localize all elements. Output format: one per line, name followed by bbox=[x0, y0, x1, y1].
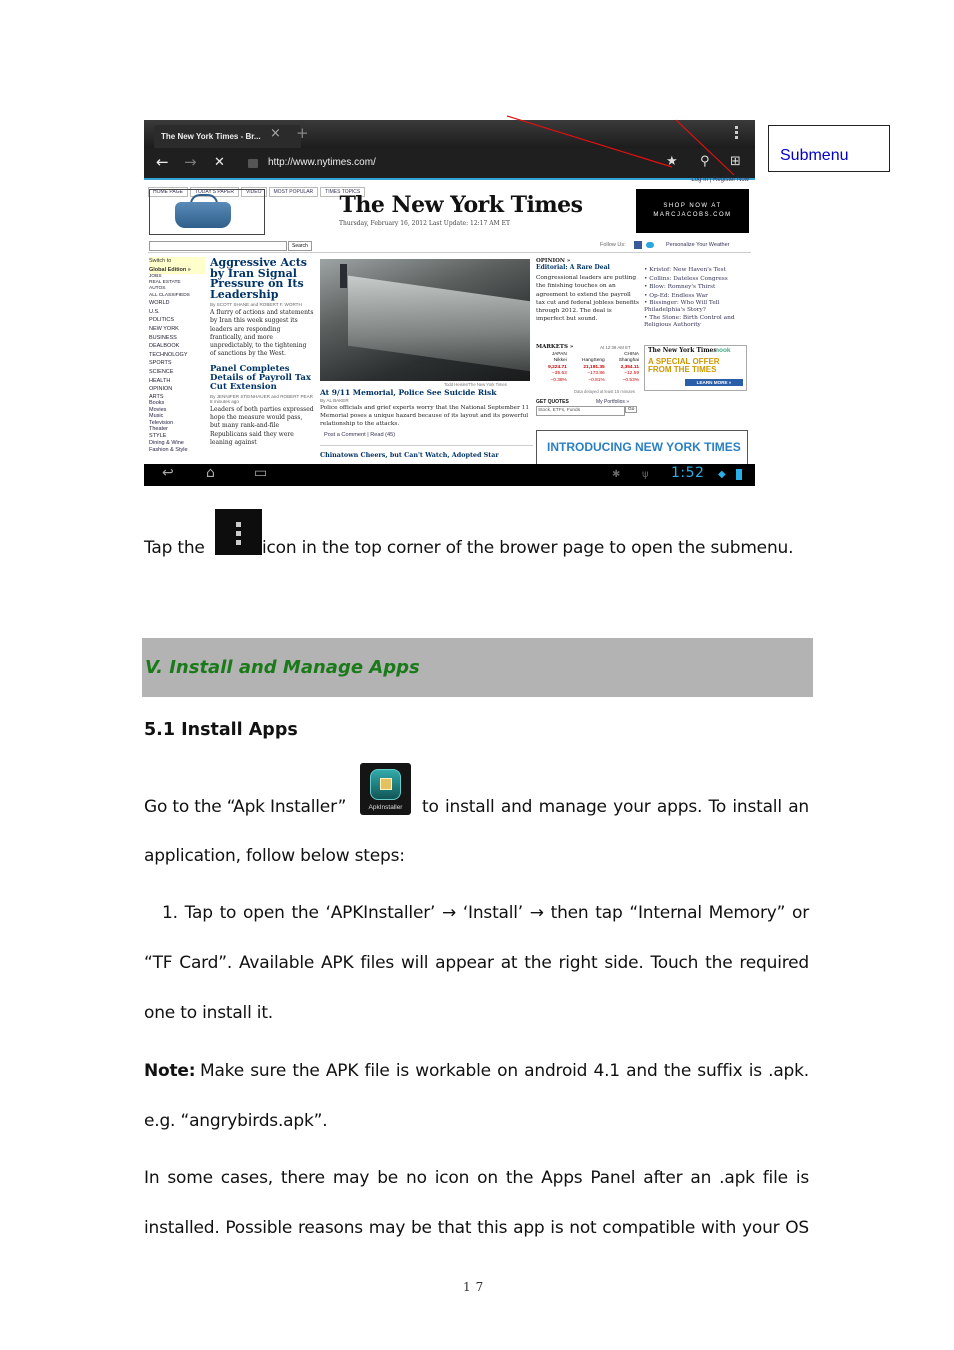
stop-icon[interactable]: ✕ bbox=[214, 155, 225, 170]
markets-delay-note: Data delayed at least 15 minutes bbox=[574, 389, 635, 394]
my-portfolios-link[interactable]: My Portfolios » bbox=[596, 399, 630, 405]
goto-text-before: Go to the “Apk Installer” bbox=[144, 797, 347, 817]
search-icon[interactable]: ⚲ bbox=[700, 154, 710, 169]
opinion-link[interactable]: • Blow: Romney's Thirst bbox=[644, 284, 716, 290]
lead-headline[interactable]: Aggressive Acts by Iran Signal Pressure on Its Leadership bbox=[210, 256, 308, 301]
left-section-nav bbox=[149, 257, 205, 453]
nav-subsection[interactable]: Theater bbox=[149, 426, 168, 433]
apk-installer-label: ApkInstaller bbox=[368, 804, 403, 811]
home-nav-icon[interactable]: ⌂ bbox=[206, 465, 215, 481]
switch-to-label: Switch to bbox=[149, 257, 205, 266]
markets-time: At 12:39 AM ET bbox=[600, 345, 631, 350]
forward-icon[interactable]: → bbox=[184, 153, 197, 171]
close-tab-icon[interactable]: × bbox=[270, 126, 281, 141]
opinion-label[interactable]: OPINION » bbox=[536, 258, 571, 264]
nav-classified[interactable]: JOBS bbox=[149, 274, 162, 280]
tab-home-page[interactable]: HOME PAGE bbox=[148, 187, 188, 197]
section-title: V. Install and Manage Apps bbox=[145, 657, 420, 678]
market-value: 2,354.11 bbox=[620, 364, 639, 370]
nav-section[interactable]: TECHNOLOGY bbox=[149, 351, 188, 358]
case-line-2: installed. Possible reasons may be that this app is not compatible with your OS bbox=[144, 1218, 809, 1238]
status-clock: 1:52 bbox=[671, 465, 705, 481]
nav-classified[interactable]: REAL ESTATE bbox=[149, 280, 181, 286]
market-index[interactable]: Shanghai bbox=[618, 358, 639, 364]
nav-section[interactable]: BUSINESS bbox=[149, 334, 177, 341]
market-percent: −0.53% bbox=[622, 377, 639, 383]
subsection-title: 5.1 Install Apps bbox=[144, 720, 298, 740]
nav-subsection[interactable]: Fashion & Style bbox=[149, 446, 188, 453]
market-percent: −0.38% bbox=[550, 377, 567, 383]
global-edition-link[interactable]: Global Edition » bbox=[149, 266, 205, 275]
editorial-summary: Congressional leaders are putting the finishing touches on an agreement to extend the payroll tax cut and federal jobless benefits through 2012. The deal is imperfect but sound. bbox=[536, 275, 639, 323]
site-search-button[interactable]: Search bbox=[288, 241, 312, 251]
nav-subsection[interactable]: Music bbox=[149, 413, 164, 420]
twitter-icon[interactable] bbox=[646, 242, 654, 248]
market-region: CHINA bbox=[624, 352, 639, 357]
tab-todays-paper[interactable]: TODAY'S PAPER bbox=[190, 187, 239, 197]
memorial-byline: By AL BAKER bbox=[320, 398, 349, 403]
divider bbox=[320, 445, 533, 446]
second-summary: Leaders of both parties expressed hope the measure would pass, but many rank-and-file Republicans said they were leaning against bbox=[210, 405, 314, 446]
market-value: 9,224.71 bbox=[548, 364, 567, 370]
tap-instruction-after: icon in the top corner of the brower page to open the submenu. bbox=[262, 538, 794, 558]
quote-search-input[interactable]: Stock, ETFs, Funds bbox=[536, 406, 625, 416]
tab-video[interactable]: VIDEO bbox=[241, 187, 267, 197]
memorial-summary: Police officials and grief experts worry that the National September 11 Memorial poses a unique hazard because of its layout and its powerful relationship to the attacks. bbox=[320, 405, 530, 427]
note-label: Note: bbox=[144, 1061, 196, 1081]
usb-icon: ψ bbox=[642, 469, 649, 480]
submenu-callout bbox=[768, 125, 890, 172]
apk-installer-tile bbox=[370, 769, 401, 800]
android-debug-icon: ✱ bbox=[612, 469, 621, 480]
nytimes-page bbox=[144, 177, 755, 464]
ad-line: MARCJACOBS.COM bbox=[653, 212, 732, 218]
opinion-links bbox=[644, 266, 750, 329]
step1-line-3: one to install it. bbox=[144, 1003, 273, 1023]
browser-tab[interactable]: The New York Times - Br... bbox=[154, 125, 301, 148]
recents-nav-icon[interactable]: ▭ bbox=[254, 465, 268, 481]
lead-byline: By SCOTT SHANE and ROBERT F. WORTH bbox=[210, 302, 302, 307]
site-search-input[interactable] bbox=[149, 241, 287, 251]
bookmark-star-icon[interactable]: ★ bbox=[666, 154, 678, 169]
markets-table bbox=[536, 352, 640, 384]
case-line-1: In some cases, there may be no icon on the Apps Panel after an .apk file is bbox=[144, 1168, 809, 1188]
get-quotes-label: GET QUOTES bbox=[536, 399, 569, 405]
learn-more-button[interactable]: LEARN MORE » bbox=[685, 379, 743, 386]
apk-package-icon bbox=[380, 778, 392, 790]
login-links[interactable]: Log In | Register Now bbox=[691, 177, 749, 183]
submenu-callout-label: Submenu bbox=[780, 147, 849, 164]
nav-subsection[interactable]: Dining & Wine bbox=[149, 440, 184, 447]
android-system-bar bbox=[144, 464, 755, 486]
nav-section[interactable]: WORLD bbox=[149, 300, 170, 307]
facebook-icon[interactable] bbox=[634, 241, 642, 249]
comment-link[interactable]: Post a Comment | Read (45) bbox=[324, 432, 396, 438]
nav-section[interactable]: STYLE bbox=[149, 432, 167, 439]
market-value: 21,191.35 bbox=[583, 364, 605, 370]
handbag-illustration bbox=[175, 202, 231, 228]
nav-section[interactable]: POLITICS bbox=[149, 317, 175, 324]
apk-installer-icon bbox=[360, 763, 411, 815]
nav-section[interactable]: NEW YORK bbox=[149, 325, 179, 332]
nav-section[interactable]: OPINION bbox=[149, 386, 173, 393]
nav-section[interactable]: ARTS bbox=[149, 393, 164, 400]
nav-section[interactable]: SCIENCE bbox=[149, 368, 174, 375]
nav-classified[interactable]: ALL CLASSIFIEDS bbox=[149, 293, 190, 299]
opinion-link[interactable]: • Op-Ed: Endless War bbox=[644, 292, 708, 299]
opinion-link[interactable]: • Bissinger: Who Will Tell Philadelphia's Story? bbox=[644, 300, 720, 313]
tap-instruction-before: Tap the bbox=[144, 538, 205, 558]
nav-subsection[interactable]: Movies bbox=[149, 406, 167, 413]
wifi-icon: ◆ bbox=[718, 469, 726, 480]
new-tab-icon[interactable]: + bbox=[296, 124, 309, 142]
photo-pool-edge bbox=[348, 276, 530, 373]
page-number: 17 bbox=[463, 1280, 489, 1294]
section-header bbox=[142, 638, 813, 697]
nav-classified[interactable]: AUTOS bbox=[149, 286, 166, 292]
step1-line-2: “TF Card”. Available APK files will appear at the right side. Touch the required bbox=[144, 953, 809, 973]
market-region: JAPAN bbox=[551, 352, 567, 357]
nav-section[interactable]: DEALBOOK bbox=[149, 343, 180, 350]
market-change: −173.86 bbox=[587, 371, 605, 377]
opinion-link[interactable]: • The Stone: Birth Control and Religious Authority bbox=[644, 315, 735, 328]
market-change: −35.63 bbox=[551, 371, 567, 377]
market-index[interactable]: Nikkei bbox=[553, 358, 567, 364]
memorial-headline[interactable]: At 9/11 Memorial, Police See Suicide Risk bbox=[320, 388, 497, 397]
lead-summary: A flurry of actions and statements by Iran this week suggest its leaders are responding frantically, and more unpredictably, to the tightening of sanctions by the West. bbox=[210, 309, 314, 358]
follow-us-label: Follow Us: bbox=[600, 242, 626, 248]
step1-line-1: 1. Tap to open the ‘APKInstaller’ → ‘Install’ → then tap “Internal Memory” or bbox=[162, 903, 809, 923]
second-headline[interactable]: Panel Completes Details of Payroll Tax Cut Extension bbox=[210, 363, 311, 392]
editorial-title[interactable]: Editorial: A Rare Deal bbox=[536, 264, 610, 271]
opinion-link[interactable]: • Collins: Dateless Congress bbox=[644, 275, 728, 282]
photo-figure bbox=[340, 264, 347, 288]
tab-most-popular[interactable]: MOST POPULAR bbox=[269, 187, 319, 197]
nav-subsection[interactable]: Books bbox=[149, 400, 165, 407]
url-field[interactable]: http://www.nytimes.com/ bbox=[268, 157, 376, 168]
masthead-logo[interactable]: The New York Times bbox=[339, 192, 583, 218]
markets-label[interactable]: MARKETS » bbox=[536, 344, 574, 350]
ad-line: SHOP NOW AT bbox=[663, 203, 722, 209]
quote-go-button[interactable]: Go bbox=[625, 406, 637, 413]
dateline: Thursday, February 16, 2012 Last Update: 12:17 AM ET bbox=[339, 220, 510, 227]
battery-icon bbox=[736, 469, 742, 480]
goto-text-after: to install and manage your apps. To install an bbox=[422, 797, 809, 817]
chinatown-headline[interactable]: Chinatown Cheers, but Can't Watch, Adopted Star bbox=[320, 451, 499, 459]
note-line-1: Make sure the APK file is workable on android 4.1 and the suffix is .apk. bbox=[200, 1061, 809, 1081]
offer-nook-logo: nook bbox=[715, 347, 731, 354]
arrow-line bbox=[507, 116, 672, 167]
offer-text: A SPECIAL OFFER FROM THE TIMES bbox=[648, 357, 720, 374]
memorial-photo[interactable] bbox=[320, 259, 530, 381]
top-news-column bbox=[210, 258, 314, 447]
back-nav-icon[interactable]: ↩ bbox=[162, 465, 174, 481]
special-offer-ad[interactable] bbox=[644, 345, 747, 391]
nav-subsection[interactable]: Television bbox=[149, 419, 174, 426]
divider bbox=[148, 252, 751, 253]
nav-section[interactable]: HEALTH bbox=[149, 377, 171, 384]
tab-times-topics[interactable]: TIMES TOPICS bbox=[320, 187, 365, 197]
opinion-link[interactable]: • Kristof: New Haven's Test bbox=[644, 267, 726, 273]
personalize-weather-link[interactable]: Personalize Your Weather bbox=[666, 242, 730, 248]
arrow-line bbox=[676, 120, 734, 175]
goto-line-2: application, follow below steps: bbox=[144, 846, 405, 866]
nav-section[interactable]: U.S. bbox=[149, 308, 160, 315]
market-index[interactable]: HangSeng bbox=[582, 358, 605, 364]
back-icon[interactable]: ← bbox=[156, 153, 169, 171]
nav-section[interactable]: SPORTS bbox=[149, 360, 172, 367]
photo-credit: Todd Heisler/The New York Times bbox=[444, 382, 507, 387]
market-percent: −0.81% bbox=[588, 377, 605, 383]
introducing-text: INTRODUCING NEW YORK TIMES bbox=[547, 440, 741, 454]
offer-nyt-logo: The New York Times bbox=[648, 347, 717, 354]
second-byline: By JENNIFER STEINHAUER and ROBERT PEAR 8 minutes ago bbox=[210, 393, 313, 404]
bookmarks-icon[interactable]: ⊞ bbox=[730, 154, 741, 169]
note-line-2: e.g. “angrybirds.apk”. bbox=[144, 1111, 328, 1131]
market-change: −12.59 bbox=[624, 371, 639, 377]
menu-icon bbox=[215, 509, 262, 555]
